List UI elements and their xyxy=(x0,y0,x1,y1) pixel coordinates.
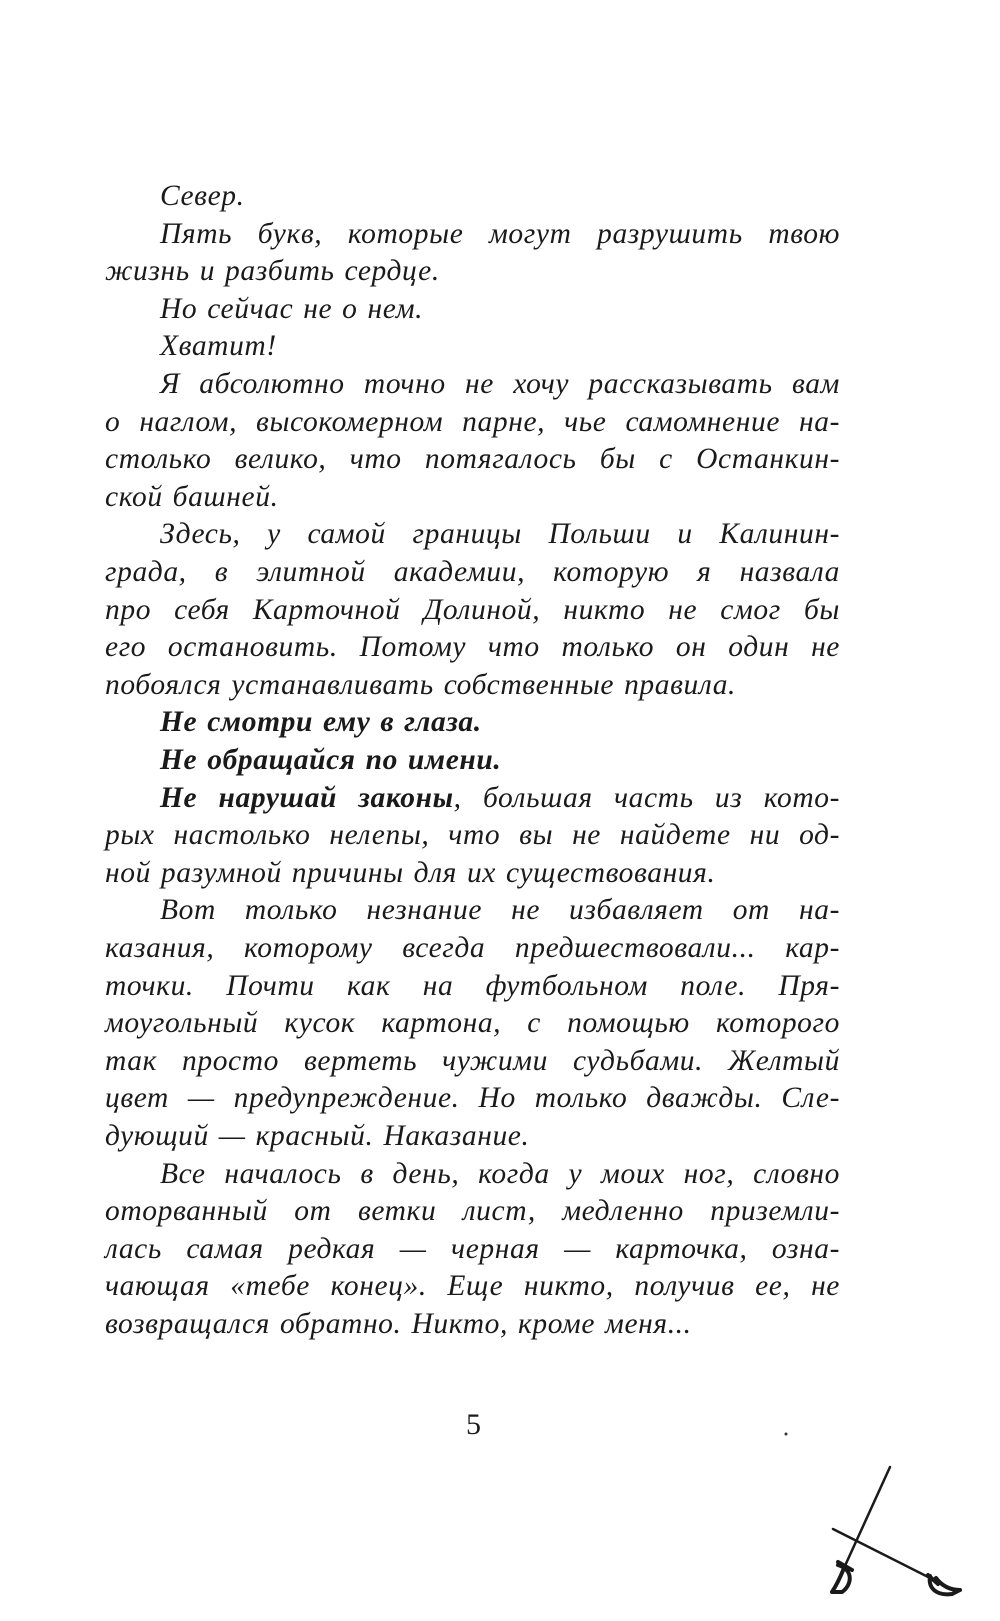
text-line: Здесь, у самой границы Польши и Калинин- xyxy=(160,518,840,551)
text-line: Все началось в день, когда у моих ног, словно xyxy=(160,1157,840,1190)
text-line: возвращался обратно. Никто, кроме меня... xyxy=(105,1308,692,1340)
text-line: чающая «тебе конец». Еще никто, получив ее, не xyxy=(105,1270,840,1303)
text-line: про себя Карточной Долиной, никто не смог бы xyxy=(105,593,840,626)
text-line: рых настолько нелепы, что вы не найдете ни од- xyxy=(105,819,840,852)
text-line: Пять букв, которые могут разрушить твою xyxy=(160,217,840,250)
text-line: дующий — красный. Наказание. xyxy=(105,1120,530,1152)
text-line: ной разумной причины для их существования. xyxy=(105,856,716,889)
text-line: Не обращайся по имени. xyxy=(160,744,502,776)
text-line: Я абсолютно точно не хочу рассказывать вам xyxy=(160,368,840,400)
text-line: точки. Почти как на футбольном поле. Пря- xyxy=(105,969,840,1002)
text-line: Вот только незнание не избавляет от на- xyxy=(160,894,840,927)
text-line: лась самая редкая — черная — карточка, озна- xyxy=(105,1232,840,1265)
text-line: Не смотри ему в глаза. xyxy=(160,706,482,739)
text-line: казания, которому всегда предшествовали... кар- xyxy=(105,932,840,964)
crossed-swords-icon xyxy=(780,1400,1000,1621)
text-line: о наглом, высокомерном парне, чье самомнение на- xyxy=(105,405,840,438)
text-line: побоялся устанавливать собственные правила. xyxy=(105,668,737,701)
text-line: жизнь и разбить сердце. xyxy=(105,255,440,288)
text-line: оторванный от ветки лист, медленно приземли- xyxy=(105,1195,840,1228)
text-line xyxy=(160,780,840,816)
text-line: моугольный кусок картона, с помощью которого xyxy=(105,1007,840,1040)
text-line: Север. xyxy=(160,180,245,212)
text-line: Но сейчас не о нем. xyxy=(160,292,424,325)
text-line: его остановить. Потому что только он один не xyxy=(105,631,840,664)
text-line: цвет — предупреждение. Но только дважды. Сле- xyxy=(105,1082,840,1115)
text-line: так просто вертеть чужими судьбами. Желтый xyxy=(105,1044,840,1077)
text-line: Хватит! xyxy=(160,330,277,363)
text-line: града, в элитной академии, которую я назвала xyxy=(105,556,840,588)
text-line: столько велико, что потягалось бы с Останкин- xyxy=(105,443,840,476)
page-number: 5 xyxy=(466,1408,481,1441)
bold-lead-text: Не нарушай законы xyxy=(160,781,454,814)
line-text: , большая часть из кото- xyxy=(453,781,840,814)
text-line: ской башней. xyxy=(105,480,279,513)
